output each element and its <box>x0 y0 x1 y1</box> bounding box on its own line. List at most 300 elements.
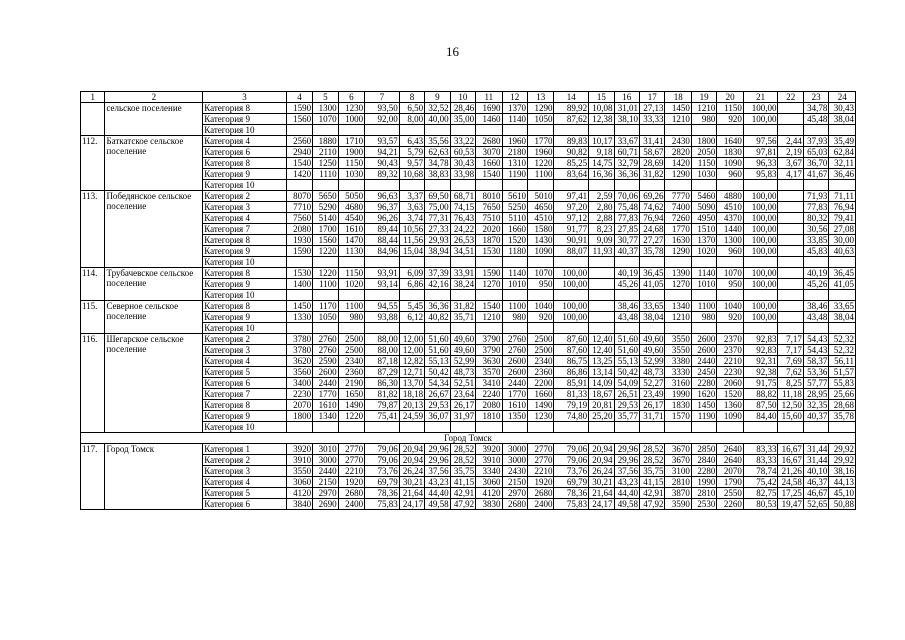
value-cell: 1100 <box>691 301 716 312</box>
value-cell: 51,57 <box>829 367 856 378</box>
value-cell: 28,95 <box>803 389 828 400</box>
value-cell: 1100 <box>313 279 338 290</box>
value-cell <box>691 290 716 301</box>
value-cell: 38,24 <box>450 279 475 290</box>
value-cell: 2820 <box>665 147 691 158</box>
value-cell: 1420 <box>665 158 691 169</box>
table-row <box>81 334 856 345</box>
value-cell: 2,19 <box>778 147 803 158</box>
value-cell: 1020 <box>691 246 716 257</box>
value-cell: 58,67 <box>640 147 665 158</box>
value-cell: 2210 <box>717 356 743 367</box>
value-cell: 3920 <box>476 444 502 455</box>
value-cell: 3840 <box>286 499 312 510</box>
value-cell: 1530 <box>286 268 312 279</box>
value-cell: 31,71 <box>640 411 665 422</box>
value-cell: 49,58 <box>614 499 639 510</box>
value-cell: 75,48 <box>614 202 639 213</box>
value-cell: 2430 <box>665 136 691 147</box>
value-cell: 3590 <box>665 499 691 510</box>
value-cell: 11,93 <box>589 246 614 257</box>
value-cell <box>365 257 400 268</box>
settlement-number: 117. <box>81 444 105 510</box>
value-cell: 2440 <box>313 466 338 477</box>
value-cell: 1220 <box>528 158 554 169</box>
value-cell: 45,83 <box>803 246 828 257</box>
value-cell: 75,83 <box>365 499 400 510</box>
value-cell <box>450 290 475 301</box>
value-cell: 1030 <box>691 169 716 180</box>
value-cell: 2840 <box>691 455 716 466</box>
value-cell <box>743 323 778 334</box>
value-cell: 100,00 <box>743 312 778 323</box>
value-cell: 32,79 <box>614 158 639 169</box>
value-cell: 96,33 <box>743 158 778 169</box>
value-cell: 37,39 <box>425 268 450 279</box>
value-cell: 2,88 <box>589 213 614 224</box>
value-cell: 44,40 <box>425 488 450 499</box>
value-cell <box>640 257 665 268</box>
value-cell: 38,04 <box>640 312 665 323</box>
value-cell: 29,53 <box>425 400 450 411</box>
value-cell <box>614 180 639 191</box>
value-cell: 45,26 <box>614 279 639 290</box>
value-cell: 38,46 <box>614 301 639 312</box>
value-cell: 79,06 <box>554 455 589 466</box>
value-cell: 40,00 <box>425 114 450 125</box>
value-cell: 2360 <box>338 367 364 378</box>
value-cell: 84,96 <box>365 246 400 257</box>
value-cell: 28,69 <box>640 158 665 169</box>
table-row <box>81 191 856 202</box>
value-cell: 3780 <box>286 345 312 356</box>
value-cell: 100,00 <box>743 246 778 257</box>
category-cell: Категория 8 <box>203 103 287 114</box>
value-cell <box>450 257 475 268</box>
column-number: 24 <box>829 92 856 103</box>
value-cell: 23,49 <box>640 389 665 400</box>
page-number: 16 <box>446 44 459 59</box>
category-cell: Категория 8 <box>203 268 287 279</box>
value-cell: 75,41 <box>365 411 400 422</box>
value-cell: 45,48 <box>803 114 828 125</box>
value-cell: 920 <box>717 312 743 323</box>
value-cell <box>476 422 502 433</box>
value-cell <box>778 202 803 213</box>
value-cell: 49,60 <box>450 345 475 356</box>
value-cell <box>365 290 400 301</box>
settlement-number <box>81 103 105 136</box>
value-cell <box>829 290 856 301</box>
value-cell: 1350 <box>502 411 527 422</box>
value-cell: 1090 <box>717 158 743 169</box>
value-cell: 1270 <box>476 279 502 290</box>
value-cell: 4650 <box>528 202 554 213</box>
value-cell: 3790 <box>476 334 502 345</box>
value-cell: 960 <box>717 246 743 257</box>
value-cell: 38,16 <box>829 466 856 477</box>
value-cell <box>425 180 450 191</box>
value-cell: 1140 <box>502 268 527 279</box>
value-cell: 85,25 <box>554 158 589 169</box>
value-cell: 2760 <box>502 345 527 356</box>
value-cell: 2590 <box>313 356 338 367</box>
column-number: 4 <box>286 92 312 103</box>
value-cell: 2210 <box>338 466 364 477</box>
value-cell: 25,66 <box>829 389 856 400</box>
value-cell: 1530 <box>476 246 502 257</box>
value-cell: 46,67 <box>803 488 828 499</box>
value-cell <box>829 257 856 268</box>
value-cell: 100,00 <box>743 224 778 235</box>
value-cell: 36,36 <box>614 169 639 180</box>
value-cell <box>502 125 527 136</box>
value-cell: 14,75 <box>589 158 614 169</box>
value-cell <box>399 125 424 136</box>
value-cell: 1370 <box>691 235 716 246</box>
value-cell: 20,94 <box>589 444 614 455</box>
value-cell <box>589 180 614 191</box>
value-cell: 1090 <box>528 246 554 257</box>
value-cell: 29,93 <box>425 235 450 246</box>
value-cell: 87,29 <box>365 367 400 378</box>
value-cell: 26,67 <box>425 389 450 400</box>
value-cell: 43,23 <box>614 477 639 488</box>
value-cell: 1040 <box>528 301 554 312</box>
value-cell: 1770 <box>502 389 527 400</box>
value-cell <box>365 323 400 334</box>
value-cell <box>425 125 450 136</box>
category-cell: Категория 1 <box>203 444 287 455</box>
value-cell: 28,52 <box>450 455 475 466</box>
value-cell: 2600 <box>502 367 527 378</box>
value-cell: 88,44 <box>365 235 400 246</box>
value-cell: 1210 <box>476 312 502 323</box>
value-cell: 83,33 <box>743 455 778 466</box>
value-cell: 10,56 <box>399 224 424 235</box>
value-cell: 2,44 <box>778 136 803 147</box>
value-cell: 52,27 <box>640 378 665 389</box>
value-cell: 90,43 <box>365 158 400 169</box>
value-cell: 9,57 <box>399 158 424 169</box>
value-cell <box>313 180 338 191</box>
value-cell: 2970 <box>313 488 338 499</box>
value-cell: 24,68 <box>640 224 665 235</box>
value-cell: 57,77 <box>803 378 828 389</box>
value-cell: 1690 <box>476 103 502 114</box>
value-cell: 89,92 <box>554 103 589 114</box>
value-cell: 90,91 <box>554 235 589 246</box>
value-cell <box>554 422 589 433</box>
value-cell: 1490 <box>528 400 554 411</box>
value-cell: 7560 <box>286 213 312 224</box>
value-cell: 49,60 <box>450 334 475 345</box>
value-cell: 5250 <box>502 202 527 213</box>
value-cell: 84,40 <box>743 411 778 422</box>
value-cell <box>743 290 778 301</box>
value-cell: 78,36 <box>365 488 400 499</box>
value-cell: 4510 <box>528 213 554 224</box>
value-cell: 1110 <box>313 169 338 180</box>
value-cell: 2080 <box>476 400 502 411</box>
value-cell: 980 <box>502 312 527 323</box>
category-cell: Категория 7 <box>203 389 287 400</box>
value-cell <box>365 180 400 191</box>
value-cell: 27,08 <box>829 224 856 235</box>
value-cell: 87,60 <box>554 345 589 356</box>
value-cell: 1330 <box>286 312 312 323</box>
value-cell <box>286 290 312 301</box>
value-cell: 100,00 <box>554 268 589 279</box>
value-cell: 37,93 <box>803 136 828 147</box>
value-cell: 100,00 <box>743 114 778 125</box>
value-cell: 100,00 <box>554 301 589 312</box>
value-cell: 1880 <box>313 136 338 147</box>
value-cell: 1990 <box>665 389 691 400</box>
value-cell: 1150 <box>338 158 364 169</box>
value-cell: 2940 <box>286 147 312 158</box>
category-cell: Категория 9 <box>203 411 287 422</box>
value-cell: 26,53 <box>450 235 475 246</box>
value-cell <box>589 268 614 279</box>
value-cell: 10,17 <box>589 136 614 147</box>
value-cell: 2340 <box>528 356 554 367</box>
value-cell <box>829 180 856 191</box>
value-cell: 1640 <box>717 136 743 147</box>
value-cell: 52,32 <box>829 345 856 356</box>
value-cell <box>528 290 554 301</box>
value-cell: 76,43 <box>450 213 475 224</box>
settlement-name: Победянское сельское поселение <box>105 191 203 268</box>
value-cell: 1540 <box>476 169 502 180</box>
value-cell: 33,98 <box>450 169 475 180</box>
value-cell: 21,64 <box>399 488 424 499</box>
category-cell: Категория 9 <box>203 246 287 257</box>
value-cell: 100,00 <box>743 301 778 312</box>
value-cell: 35,77 <box>614 411 639 422</box>
value-cell: 3550 <box>286 466 312 477</box>
value-cell: 3410 <box>476 378 502 389</box>
value-cell: 1030 <box>338 169 364 180</box>
value-cell: 77,83 <box>803 202 828 213</box>
value-cell: 2400 <box>528 499 554 510</box>
value-cell: 75,42 <box>743 477 778 488</box>
category-cell: Категория 10 <box>203 323 287 334</box>
settlement-number: 113. <box>81 191 105 268</box>
value-cell <box>778 290 803 301</box>
value-cell: 34,78 <box>803 103 828 114</box>
value-cell <box>286 257 312 268</box>
value-cell: 6,12 <box>399 312 424 323</box>
column-number: 10 <box>450 92 475 103</box>
value-cell: 29,96 <box>425 455 450 466</box>
value-cell: 49,60 <box>640 334 665 345</box>
value-cell: 20,94 <box>399 444 424 455</box>
value-cell: 2550 <box>717 488 743 499</box>
value-cell <box>338 180 364 191</box>
value-cell: 47,92 <box>640 499 665 510</box>
value-cell: 73,76 <box>365 466 400 477</box>
value-cell: 43,23 <box>425 477 450 488</box>
value-cell <box>778 191 803 202</box>
value-cell: 100,00 <box>743 191 778 202</box>
value-cell <box>338 257 364 268</box>
value-cell: 42,16 <box>425 279 450 290</box>
value-cell: 35,78 <box>829 411 856 422</box>
value-cell: 12,38 <box>589 114 614 125</box>
value-cell: 24,59 <box>399 411 424 422</box>
value-cell: 35,78 <box>640 246 665 257</box>
value-cell: 13,14 <box>589 367 614 378</box>
value-cell <box>425 422 450 433</box>
value-cell: 13,25 <box>589 356 614 367</box>
category-cell: Категория 9 <box>203 169 287 180</box>
value-cell: 1230 <box>338 103 364 114</box>
value-cell: 52,99 <box>640 356 665 367</box>
value-cell: 5650 <box>313 191 338 202</box>
value-cell <box>425 290 450 301</box>
value-cell: 34,51 <box>450 246 475 257</box>
value-cell: 1870 <box>476 235 502 246</box>
value-cell <box>399 422 424 433</box>
value-cell: 26,24 <box>589 466 614 477</box>
value-cell: 2200 <box>528 378 554 389</box>
value-cell: 33,67 <box>614 136 639 147</box>
value-cell: 2440 <box>691 356 716 367</box>
table-row <box>81 268 856 279</box>
value-cell: 92,83 <box>743 345 778 356</box>
value-cell <box>450 323 475 334</box>
value-cell <box>338 422 364 433</box>
value-cell: 24,17 <box>589 499 614 510</box>
value-cell <box>743 180 778 191</box>
value-cell: 28,46 <box>450 103 475 114</box>
value-cell: 1660 <box>502 224 527 235</box>
category-cell: Категория 5 <box>203 488 287 499</box>
value-cell: 50,42 <box>614 367 639 378</box>
value-cell: 54,09 <box>614 378 639 389</box>
value-cell: 35,75 <box>640 466 665 477</box>
value-cell: 93,50 <box>365 103 400 114</box>
value-cell: 42,91 <box>640 488 665 499</box>
value-cell: 29,96 <box>614 455 639 466</box>
value-cell: 91,75 <box>743 378 778 389</box>
value-cell: 30,77 <box>614 235 639 246</box>
value-cell: 1440 <box>717 224 743 235</box>
value-cell <box>614 422 639 433</box>
value-cell: 1140 <box>502 114 527 125</box>
value-cell: 56,11 <box>829 356 856 367</box>
value-cell: 52,32 <box>829 334 856 345</box>
value-cell <box>528 257 554 268</box>
value-cell: 1090 <box>717 411 743 422</box>
value-cell: 2070 <box>717 466 743 477</box>
value-cell <box>778 323 803 334</box>
value-cell: 3,74 <box>399 213 424 224</box>
value-cell: 2370 <box>717 334 743 345</box>
value-cell: 1540 <box>476 301 502 312</box>
value-cell: 2080 <box>286 224 312 235</box>
value-cell: 69,79 <box>554 477 589 488</box>
category-cell: Категория 4 <box>203 477 287 488</box>
value-cell: 31,01 <box>614 103 639 114</box>
value-cell: 48,73 <box>450 367 475 378</box>
value-cell: 2810 <box>665 477 691 488</box>
value-cell <box>743 257 778 268</box>
value-cell: 2150 <box>313 477 338 488</box>
value-cell: 3000 <box>502 444 527 455</box>
value-cell: 81,82 <box>365 389 400 400</box>
value-cell: 29,92 <box>829 444 856 455</box>
value-cell <box>640 290 665 301</box>
value-cell <box>338 323 364 334</box>
settlement-name: Баткатское сельское поселение <box>105 136 203 191</box>
value-cell: 95,83 <box>743 169 778 180</box>
value-cell: 2400 <box>338 499 364 510</box>
value-cell: 1490 <box>338 400 364 411</box>
value-cell: 1070 <box>528 268 554 279</box>
value-cell: 7,69 <box>778 356 803 367</box>
value-cell: 1130 <box>338 246 364 257</box>
value-cell: 55,13 <box>425 356 450 367</box>
value-cell: 37,56 <box>425 466 450 477</box>
value-cell: 33,85 <box>803 235 828 246</box>
table-row <box>81 301 856 312</box>
value-cell: 1590 <box>286 103 312 114</box>
value-cell: 2230 <box>717 367 743 378</box>
value-cell: 2070 <box>286 400 312 411</box>
value-cell: 100,00 <box>554 279 589 290</box>
value-cell <box>589 422 614 433</box>
value-cell: 2500 <box>528 334 554 345</box>
value-cell: 31,82 <box>450 301 475 312</box>
column-number: 11 <box>476 92 502 103</box>
value-cell: 37,56 <box>614 466 639 477</box>
value-cell: 1190 <box>502 169 527 180</box>
value-cell <box>476 125 502 136</box>
category-cell: Категория 6 <box>203 147 287 158</box>
value-cell: 77,83 <box>614 213 639 224</box>
value-cell: 2020 <box>476 224 502 235</box>
value-cell <box>778 114 803 125</box>
value-cell: 3910 <box>476 455 502 466</box>
value-cell <box>313 323 338 334</box>
value-cell: 87,62 <box>554 114 589 125</box>
section-row <box>81 433 856 444</box>
value-cell: 2240 <box>476 389 502 400</box>
value-cell: 2530 <box>691 499 716 510</box>
settlement-number: 115. <box>81 301 105 334</box>
table-row <box>81 103 856 114</box>
value-cell: 12,40 <box>589 345 614 356</box>
value-cell: 1170 <box>313 301 338 312</box>
value-cell: 49,60 <box>640 345 665 356</box>
value-cell: 1540 <box>286 158 312 169</box>
value-cell <box>614 257 639 268</box>
value-cell: 7,17 <box>778 334 803 345</box>
value-cell: 75,83 <box>554 499 589 510</box>
value-cell: 32,11 <box>829 158 856 169</box>
section-title: Город Томск <box>81 433 856 444</box>
value-cell: 41,67 <box>803 169 828 180</box>
value-cell: 94,21 <box>365 147 400 158</box>
value-cell: 1100 <box>338 301 364 312</box>
value-cell <box>778 268 803 279</box>
value-cell: 1560 <box>286 114 312 125</box>
value-cell: 33,33 <box>640 114 665 125</box>
value-cell: 1210 <box>665 312 691 323</box>
value-cell <box>589 290 614 301</box>
